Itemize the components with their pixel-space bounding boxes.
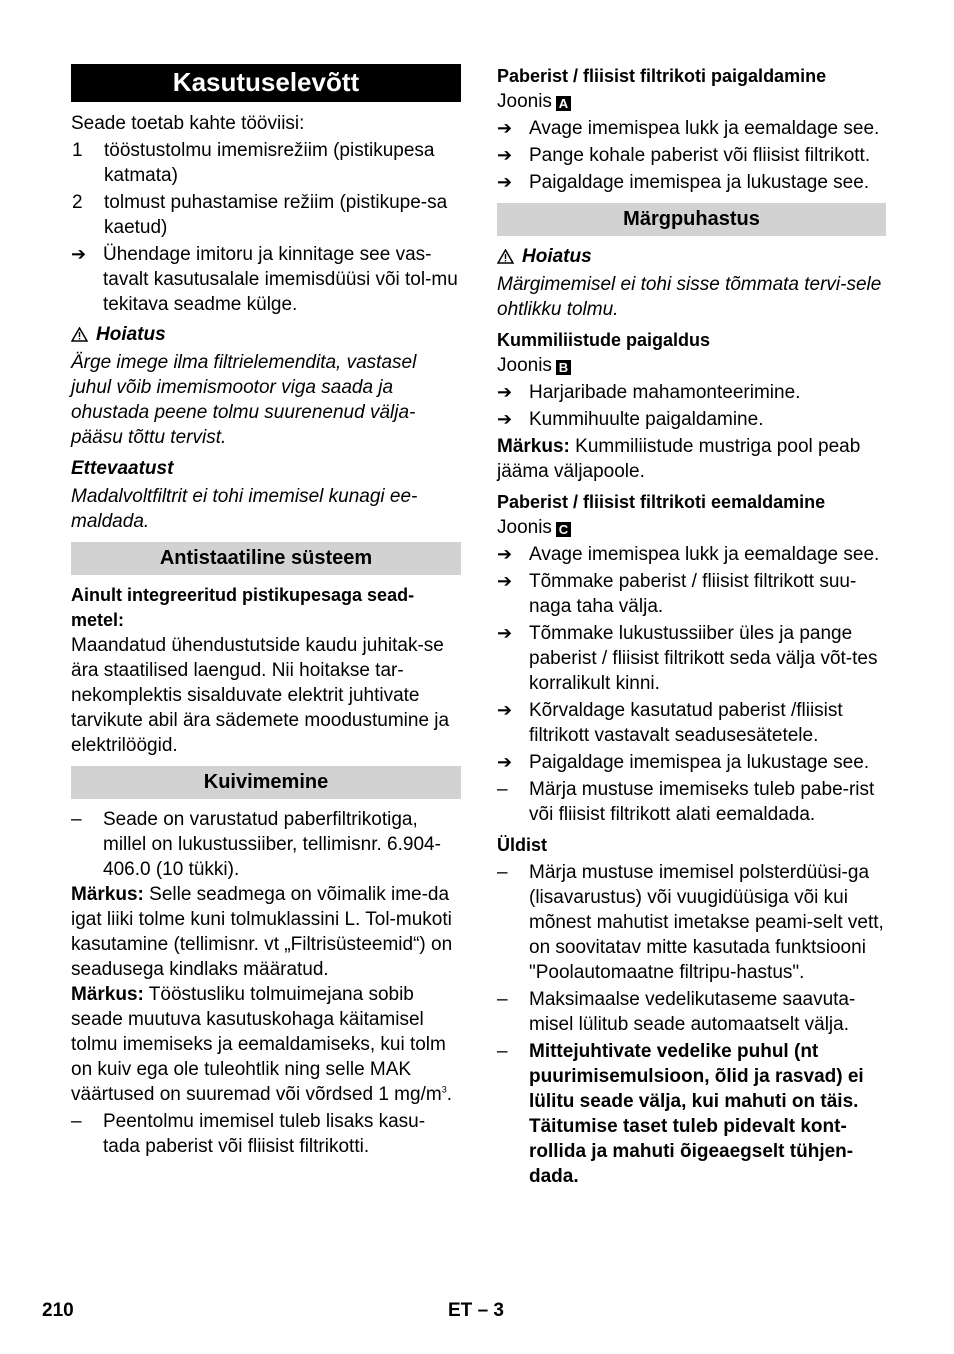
step-item	[71, 242, 461, 317]
list-item	[71, 190, 461, 240]
caution-text: Madalvoltfiltrit ei tohi imemisel kunagi ee-maldada.	[71, 486, 418, 532]
dash-marker: –	[497, 862, 508, 883]
step-text: Tõmmake lukustussiiber üles ja pange paberist / fliisist filtrikott seda välja võt-tes korralikult kinni.	[529, 623, 878, 694]
step-text: Pange kohale paberist või fliisist filtrikott.	[529, 145, 871, 166]
superscript: 3	[441, 1084, 447, 1095]
step-item	[497, 170, 886, 195]
step-item	[497, 542, 886, 567]
step-text: Kõrvaldage kasutatud paberist /fliisist filtrikott vastavalt seadusesätetele.	[529, 700, 843, 746]
arrow-icon: ➔	[497, 571, 513, 591]
caution-title: Ettevaatust	[71, 458, 174, 479]
warning-text: Ärge imege ilma filtrielemendita, vastasel juhul võib imemismootor viga saada ja ohustada peene tolmu suurenenud välja-pääsu tõttu tervist.	[71, 352, 417, 448]
step-item	[497, 569, 886, 619]
arrow-icon: ➔	[71, 244, 87, 264]
figure-ref	[497, 89, 886, 114]
note-paragraph	[497, 434, 886, 484]
dash-item	[71, 1109, 461, 1159]
figure-c-icon: C	[556, 522, 571, 537]
step-text: Ühendage imitoru ja kinnitage see vas-tavalt kasutusalale imemisdüüsi või tol-mu tekitava seadme külge.	[103, 244, 458, 315]
figure-label: Joonis	[497, 517, 552, 538]
section-heading-dry: Kuivimemine	[71, 766, 461, 799]
arrow-icon: ➔	[497, 145, 513, 165]
footer-language: ET	[448, 1300, 473, 1321]
step-item	[497, 407, 886, 432]
dash-text: Märja mustuse imemiseks tuleb pabe-rist või fliisist filtrikott alati eemaldada.	[529, 779, 875, 825]
arrow-icon: ➔	[497, 409, 513, 429]
dash-item	[497, 860, 886, 985]
section-title-kasutuselevott: Kasutuselevõtt	[71, 64, 461, 102]
warning-triangle-icon	[497, 249, 514, 264]
note-text: Tööstusliku tolmuimejana sobib seade muutuva kasutuskohaga käitamisel tolmu imemiseks ja eemaldamiseks, kui tolm on kuiv ega ole tuleohtlik ning selle MAK väärtused on suuremad või võrdsed 1 mg/m	[71, 984, 446, 1105]
figure-ref	[497, 515, 886, 540]
dash-text: Peentolmu imemisel tuleb lisaks kasu-tada paberist või fliisist filtrikotti.	[103, 1111, 426, 1157]
warning-triangle-icon	[71, 327, 88, 342]
list-text: tolmust puhastamise režiim (pistikupe-sa kaetud)	[104, 192, 448, 238]
dash-marker: –	[497, 779, 508, 800]
note-label: Märkus:	[71, 984, 144, 1005]
step-item	[497, 143, 886, 168]
step-item	[497, 116, 886, 141]
arrow-icon: ➔	[497, 544, 513, 564]
step-text: Kummihuulte paigaldamine.	[529, 409, 764, 430]
step-item	[497, 621, 886, 696]
arrow-icon: ➔	[497, 700, 513, 720]
antistatic-text: Maandatud ühendustutside kaudu juhitak-se ära staatilised laengud. Nii hoitakse tar-nekomplektis sisalduvate elektrit juhtivate tarvikute abil ära sädemete moodustumine ja elektrilöögid.	[71, 635, 450, 756]
dash-text: Seade on varustatud paberfiltrikotiga, millel on lukustussiiber, tellimisnr. 6.904-406.0 (10 tükki).	[103, 809, 441, 880]
section-heading-wet: Märgpuhastus	[497, 203, 886, 236]
note-label: Märkus:	[71, 884, 144, 905]
arrow-icon: ➔	[497, 382, 513, 402]
dash-text: Märja mustuse imemisel polsterdüüsi-ga (lisavarustus) või vuugidüüsiga või kui mõnest mahutist imetakse peami-selt vett, on soovitatav mitte kasutada funktsiooni "Poolautomaatne filtripu-hastus".	[529, 862, 884, 983]
figure-ref	[497, 353, 886, 378]
note-label: Märkus:	[497, 436, 570, 457]
step-item	[497, 380, 886, 405]
note-paragraph	[71, 982, 461, 1107]
warning-text: Märgimemisel ei tohi sisse tõmmata tervi-sele ohtlikku tolmu.	[497, 274, 882, 320]
warning-title: Hoiatus	[96, 324, 166, 345]
dash-marker: –	[71, 1111, 82, 1132]
dash-marker: –	[497, 1041, 508, 1062]
figure-b-icon: B	[556, 360, 571, 375]
step-text: Avage imemispea lukk ja eemaldage see.	[529, 544, 880, 565]
list-text: tööstustolmu imemisrežiim (pistikupesa katmata)	[104, 140, 435, 186]
dash-item	[497, 987, 886, 1037]
list-number: 2	[72, 192, 83, 213]
remove-heading: Paberist / fliisist filtrikoti eemaldamine	[497, 492, 826, 512]
warning-heading	[71, 322, 461, 347]
figure-a-icon: A	[556, 96, 571, 111]
footer-section-page: – 3	[477, 1300, 504, 1321]
intro-text: Seade toetab kahte tööviisi:	[71, 113, 305, 134]
step-text: Paigaldage imemispea ja lukustage see.	[529, 172, 870, 193]
dash-marker: –	[497, 989, 508, 1010]
right-column	[497, 64, 886, 1189]
list-item	[71, 138, 461, 188]
arrow-icon: ➔	[497, 172, 513, 192]
left-column	[71, 64, 461, 1159]
dash-item	[71, 807, 461, 882]
arrow-icon: ➔	[497, 623, 513, 643]
step-text: Avage imemispea lukk ja eemaldage see.	[529, 118, 880, 139]
figure-label: Joonis	[497, 91, 552, 112]
dash-text: Maksimaalse vedelikutaseme saavuta-misel lülitub seade automaatselt välja.	[529, 989, 856, 1035]
antistatic-subheading: Ainult integreeritud pistikupesaga sead-metel:	[71, 585, 415, 630]
footer-section	[448, 1298, 504, 1323]
arrow-icon: ➔	[497, 752, 513, 772]
dash-item	[497, 777, 886, 827]
section-heading-antistatic: Antistaatiline süsteem	[71, 542, 461, 575]
dash-text: Mittejuhtivate vedelike puhul (nt puurimisemulsioon, õlid ja rasvad) ei lülitu seade välja, kui mahuti on täis. Täitumise taset tuleb pidevalt kont-rollida ja mahuti õigeaegselt tühjen-dada.	[529, 1041, 864, 1187]
step-text: Harjaribade mahamonteerimine.	[529, 382, 801, 403]
list-number: 1	[72, 140, 83, 161]
warning-title: Hoiatus	[522, 246, 592, 267]
step-text: Paigaldage imemispea ja lukustage see.	[529, 752, 870, 773]
note-text: Selle seadmega on võimalik ime-da igat liiki tolme kuni tolmuklassini L. Tol-mukoti kasutamine (tellimisnr. vt „Filtrisüsteemid“) on seadusega kindlaks määratud.	[71, 884, 453, 980]
step-item	[497, 750, 886, 775]
figure-label: Joonis	[497, 355, 552, 376]
warning-heading	[497, 244, 886, 269]
note-paragraph	[71, 882, 461, 982]
page-number: 210	[42, 1300, 74, 1321]
dash-marker: –	[71, 809, 82, 830]
step-item	[497, 698, 886, 748]
arrow-icon: ➔	[497, 118, 513, 138]
dash-item	[497, 1039, 886, 1189]
rubber-heading: Kummiliistude paigaldus	[497, 330, 711, 350]
step-text: Tõmmake paberist / fliisist filtrikott suu-naga taha välja.	[529, 571, 857, 617]
note-text: Kummiliistude mustriga pool peab jääma väljapoole.	[497, 436, 861, 482]
general-heading: Üldist	[497, 835, 548, 855]
note-end: .	[446, 1084, 452, 1105]
install-heading: Paberist / fliisist filtrikoti paigaldamine	[497, 66, 827, 86]
